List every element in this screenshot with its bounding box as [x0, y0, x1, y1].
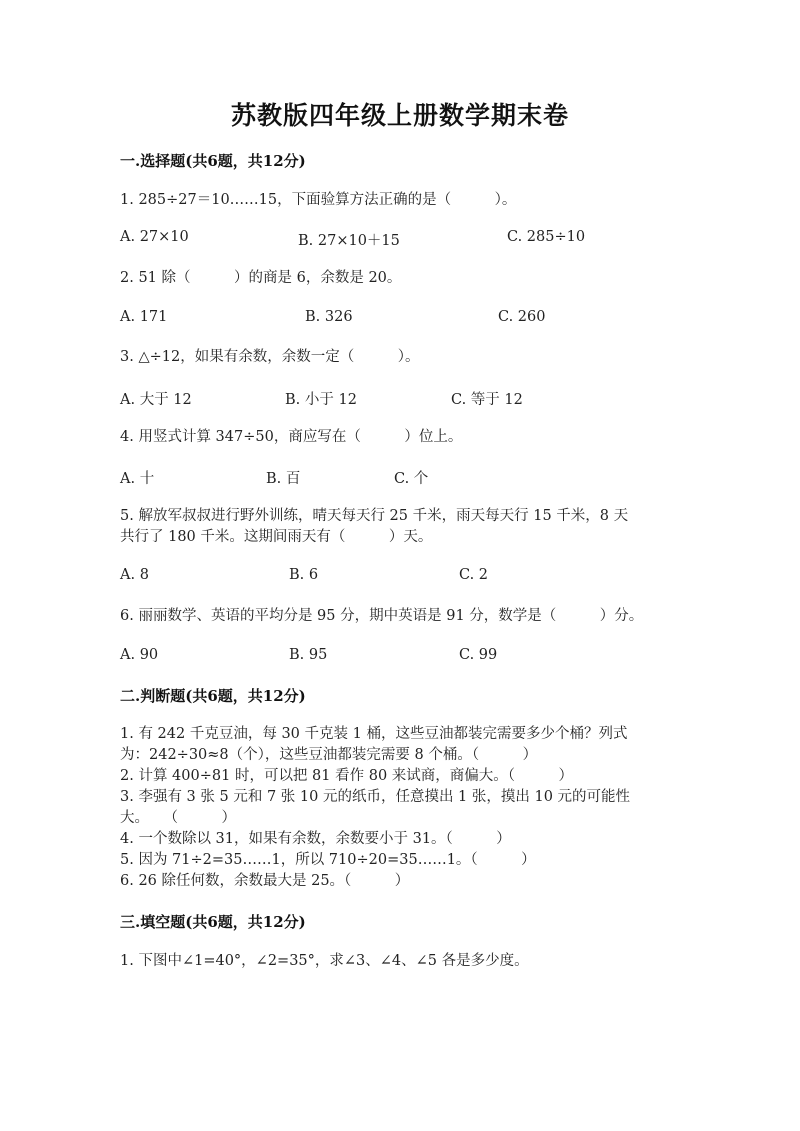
- mc-option-3a: A. 大于 12: [120, 392, 192, 408]
- tf-question-3-line2: 大。 （ ）: [120, 810, 236, 826]
- mc-question-5-line1: 5. 解放军叔叔进行野外训练，晴天每天行 25 千米，雨天每天行 15 千米，8 天: [120, 508, 629, 524]
- fill-question-1: 1. 下图中∠1=40°，∠2=35°，求∠3、∠4、∠5 各是多少度。: [120, 953, 529, 969]
- section-heading-judgement: 二.判断题(共6题，共12分): [120, 687, 306, 705]
- tf-question-2: 2. 计算 400÷81 时，可以把 81 看作 80 来试商，商偏大。（ ）: [120, 768, 574, 784]
- mc-option-1b: B. 27×10＋15: [298, 233, 400, 249]
- tf-question-6: 6. 26 除任何数，余数最大是 25。（ ）: [120, 873, 410, 889]
- mc-option-4c: C. 个: [394, 471, 429, 487]
- mc-option-4b: B. 百: [266, 471, 301, 487]
- mc-question-3: 3. △÷12，如果有余数，余数一定（ ）。: [120, 349, 420, 365]
- mc-question-1: 1. 285÷27＝10……15，下面验算方法正确的是（ ）。: [120, 192, 517, 208]
- mc-option-1c: C. 285÷10: [507, 229, 586, 245]
- tf-question-4: 4. 一个数除以 31，如果有余数，余数要小于 31。（ ）: [120, 831, 511, 847]
- page-title: 苏教版四年级上册数学期末卷: [230, 101, 569, 130]
- mc-option-4a: A. 十: [120, 471, 155, 487]
- tf-question-3-line1: 3. 李强有 3 张 5 元和 7 张 10 元的纸币，任意摸出 1 张，摸出 10 元的可能性: [120, 789, 631, 805]
- mc-option-2c: C. 260: [498, 309, 546, 325]
- mc-option-6c: C. 99: [459, 647, 498, 663]
- mc-option-5a: A. 8: [120, 567, 149, 583]
- tf-question-1-line2: 为：242÷30≈8（个），这些豆油都装完需要 8 个桶。（ ）: [120, 747, 538, 763]
- mc-option-6a: A. 90: [120, 647, 159, 663]
- mc-option-2b: B. 326: [305, 309, 353, 325]
- tf-question-1-line1: 1. 有 242 千克豆油，每 30 千克装 1 桶，这些豆油都装完需要多少个桶？列式: [120, 726, 628, 742]
- mc-option-3c: C. 等于 12: [451, 392, 523, 408]
- mc-question-4: 4. 用竖式计算 347÷50，商应写在（ ）位上。: [120, 429, 463, 445]
- mc-option-5c: C. 2: [459, 567, 489, 583]
- mc-question-6: 6. 丽丽数学、英语的平均分是 95 分，期中英语是 91 分，数学是（ ）分。: [120, 608, 644, 624]
- mc-question-2: 2. 51 除（ ）的商是 6，余数是 20。: [120, 270, 402, 286]
- mc-option-1a: A. 27×10: [120, 229, 189, 245]
- mc-option-5b: B. 6: [289, 567, 319, 583]
- mc-option-3b: B. 小于 12: [285, 392, 357, 408]
- mc-question-5-line2: 共行了 180 千米。这期间雨天有（ ）天。: [120, 529, 433, 545]
- mc-option-6b: B. 95: [289, 647, 328, 663]
- section-heading-choice: 一.选择题(共6题，共12分): [120, 152, 306, 170]
- tf-question-5: 5. 因为 71÷2=35……1，所以 710÷20=35……1。（ ）: [120, 852, 536, 868]
- mc-option-2a: A. 171: [120, 309, 168, 325]
- section-heading-fill-in: 三.填空题(共6题，共12分): [120, 913, 306, 931]
